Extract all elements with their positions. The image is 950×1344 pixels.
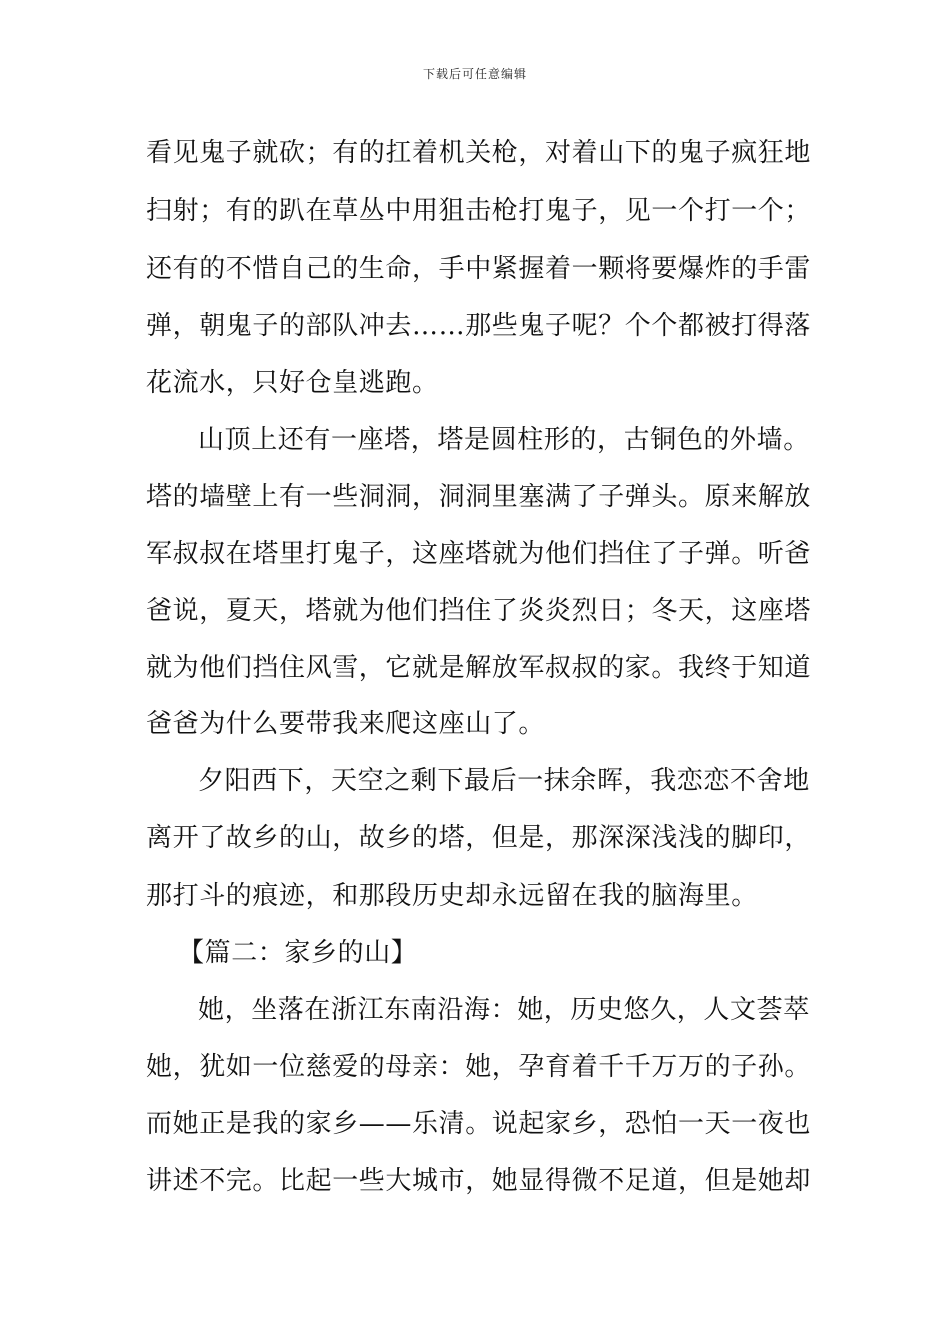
- text-line: 塔的墙壁上有一些洞洞，洞洞里塞满了子弹头。原来解放: [146, 482, 812, 512]
- section-heading: 【篇二：家乡的山】: [178, 938, 418, 968]
- text-line: 那打斗的痕迹，和那段历史却永远留在我的脑海里。: [146, 881, 758, 911]
- text-line: 弹，朝鬼子的部队冲去……那些鬼子呢？个个都被打得落: [146, 311, 812, 341]
- paragraph-first-line: 山顶上还有一座塔，塔是圆柱形的，古铜色的外墙。: [198, 425, 810, 455]
- text-line: 她，犹如一位慈爱的母亲：她，孕育着千千万万的子孙。: [146, 1052, 812, 1082]
- page-header: 下载后可任意编辑: [422, 67, 527, 81]
- paragraph-first-line: 夕阳西下，天空之剩下最后一抹余晖，我恋恋不舍地: [198, 766, 810, 796]
- text-line: 而她正是我的家乡——乐清。说起家乡，恐怕一天一夜也: [146, 1109, 812, 1139]
- paragraph-first-line: 她，坐落在浙江东南沿海：她，历史悠久，人文荟萃: [198, 995, 810, 1025]
- text-line: 军叔叔在塔里打鬼子，这座塔就为他们挡住了子弹。听爸: [146, 539, 812, 569]
- text-line: 讲述不完。比起一些大城市，她显得微不足道，但是她却: [146, 1166, 812, 1196]
- text-line: 就为他们挡住风雪，它就是解放军叔叔的家。我终于知道: [146, 653, 812, 683]
- text-line: 花流水，只好仓皇逃跑。: [146, 368, 439, 398]
- text-line: 离开了故乡的山，故乡的塔，但是，那深深浅浅的脚印，: [146, 823, 812, 853]
- text-line: 看见鬼子就砍；有的扛着机关枪，对着山下的鬼子疯狂地: [146, 138, 812, 168]
- text-line: 爸说，夏天，塔就为他们挡住了炎炎烈日；冬天，这座塔: [146, 596, 812, 626]
- text-line: 爸爸为什么要带我来爬这座山了。: [146, 709, 546, 739]
- text-line: 扫射；有的趴在草丛中用狙击枪打鬼子，见一个打一个；: [146, 196, 812, 226]
- text-line: 还有的不惜自己的生命，手中紧握着一颗将要爆炸的手雷: [146, 254, 812, 284]
